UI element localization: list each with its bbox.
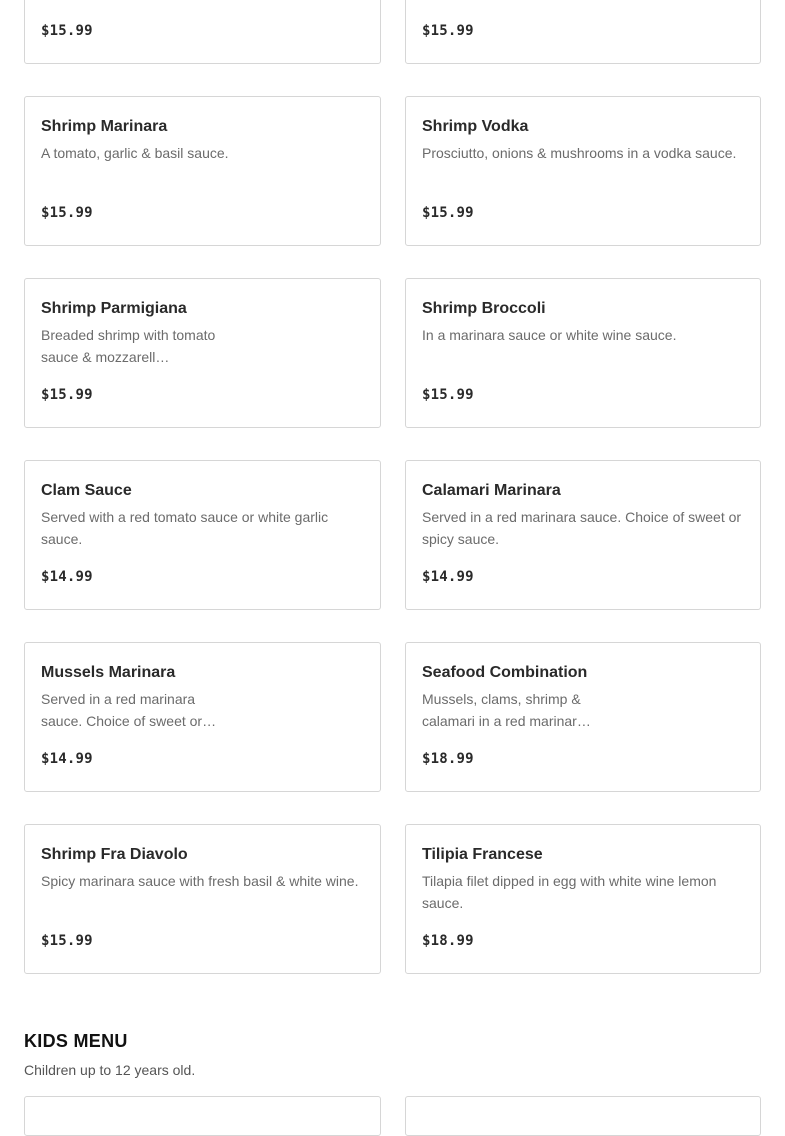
menu-item-description: Prosciutto, onions & mushrooms in a vodka sauce. — [422, 145, 737, 161]
menu-item-description: Tilapia filet dipped in egg with white wine lemon sauce. — [422, 873, 717, 911]
kids-menu-grid — [24, 1096, 761, 1136]
menu-item-price: $15.99 — [422, 205, 474, 221]
menu-item-name: Shrimp Marinara — [41, 118, 168, 135]
menu-item-price: $15.99 — [422, 23, 474, 39]
menu-item-card[interactable] — [24, 1096, 381, 1136]
menu-item-price: $15.99 — [41, 23, 93, 39]
menu-item-card[interactable] — [405, 1096, 761, 1136]
menu-item-price: $18.99 — [422, 751, 474, 767]
menu-item-card[interactable] — [24, 0, 381, 64]
menu-item-price: $18.99 — [422, 933, 474, 949]
menu-item-description: Spicy marinara sauce with fresh basil & white wine. — [41, 873, 359, 889]
section-subtitle: Children up to 12 years old. — [24, 1062, 196, 1078]
menu-item-card[interactable] — [405, 460, 761, 610]
menu-items-grid — [24, 0, 761, 974]
menu-item-name: Clam Sauce — [41, 482, 132, 499]
menu-item-card[interactable] — [24, 642, 381, 792]
kids-menu-section — [24, 1030, 761, 1079]
menu-item-card[interactable] — [405, 642, 761, 792]
menu-item-card[interactable] — [24, 278, 381, 428]
menu-item-name: Tilipia Francese — [422, 846, 543, 863]
menu-item-description: Served in a red marinara sauce. Choice of sweet or spicy sauce. — [422, 509, 742, 547]
menu-item-card[interactable] — [405, 96, 761, 246]
menu-item-name: Shrimp Broccoli — [422, 300, 546, 317]
menu-item-card[interactable] — [405, 824, 761, 974]
menu-item-price: $15.99 — [41, 205, 93, 221]
menu-item-name: Calamari Marinara — [422, 482, 561, 499]
menu-item-card[interactable] — [24, 460, 381, 610]
menu-item-description: Breaded shrimp with tomato sauce & mozzarell… — [41, 327, 216, 365]
menu-item-name: Mussels Marinara — [41, 664, 176, 681]
menu-item-price: $14.99 — [41, 569, 93, 585]
menu-item-description: Mussels, clams, shrimp & calamari in a red marinar… — [422, 691, 591, 729]
menu-item-card[interactable] — [405, 278, 761, 428]
menu-item-price: $15.99 — [41, 387, 93, 403]
menu-item-card[interactable] — [24, 96, 381, 246]
menu-item-name: Shrimp Parmigiana — [41, 300, 187, 317]
menu-item-name: Shrimp Vodka — [422, 118, 529, 135]
menu-item-description: Served with a red tomato sauce or white garlic sauce. — [41, 509, 329, 547]
menu-item-price: $14.99 — [422, 569, 474, 585]
menu-item-price: $14.99 — [41, 751, 93, 767]
menu-item-card[interactable] — [24, 824, 381, 974]
menu-item-description: A tomato, garlic & basil sauce. — [41, 145, 229, 161]
menu-item-description: Served in a red marinara sauce. Choice of sweet or… — [41, 691, 217, 729]
menu-item-name: Shrimp Fra Diavolo — [41, 846, 188, 863]
section-title: KIDS MENU — [24, 1031, 128, 1051]
menu-item-price: $15.99 — [422, 387, 474, 403]
menu-item-price: $15.99 — [41, 933, 93, 949]
menu-item-name: Seafood Combination — [422, 664, 588, 681]
menu-item-card[interactable] — [405, 0, 761, 64]
menu-item-description: In a marinara sauce or white wine sauce. — [422, 327, 677, 343]
